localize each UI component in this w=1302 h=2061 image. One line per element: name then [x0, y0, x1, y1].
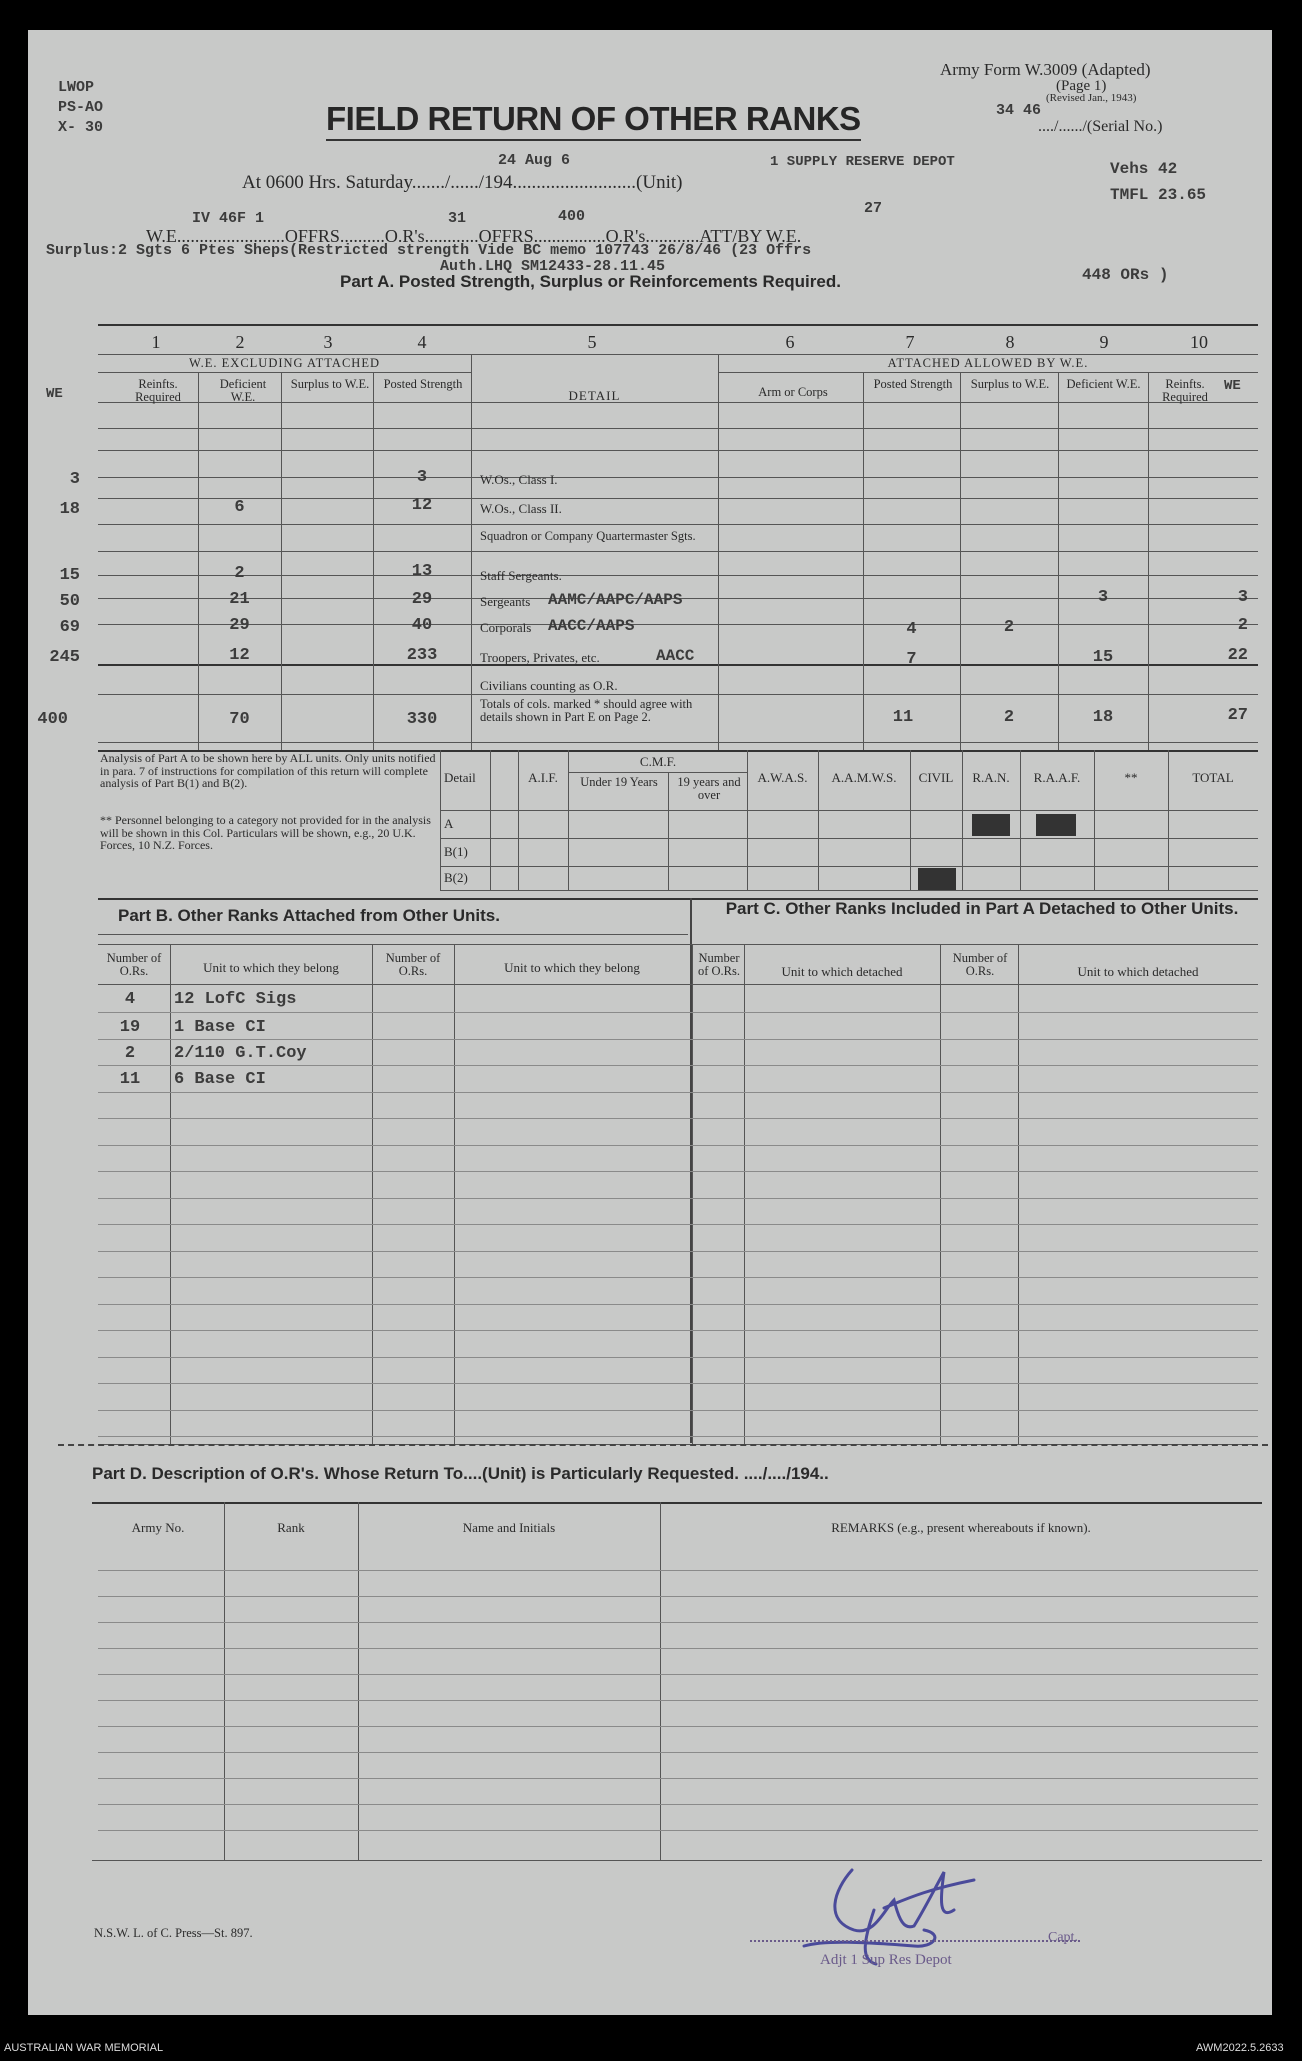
att-deficient-total: 18: [1092, 708, 1114, 727]
detail-row-5: Sergeants: [480, 594, 531, 609]
col-num-8: 8: [1005, 332, 1015, 352]
ruled-line: [98, 1171, 1258, 1172]
ruled-line: [98, 1648, 1258, 1649]
col-num-3: 3: [323, 332, 333, 352]
serial-label: ..../....../(Serial No.): [1038, 118, 1163, 135]
part-b-row-2-number: 19: [119, 1018, 141, 1037]
ruled-line: [98, 1039, 1258, 1040]
ruled-line: [98, 1383, 1258, 1384]
ruled-line: [98, 1357, 1258, 1358]
part-b-row-1-unit: 12 LofC Sigs: [174, 990, 297, 1009]
ruled-line: [98, 1330, 1258, 1331]
att-surplus-total: 2: [1003, 708, 1015, 727]
ruled-line: [98, 1065, 1258, 1066]
att-reinfts-row-5: 3: [1237, 588, 1248, 607]
ruled-line: [98, 1436, 1258, 1437]
part-b-header-unit-2: Unit to which they belong: [504, 960, 640, 975]
ruled-line: [98, 1622, 1258, 1623]
typed-unit: 1 SUPPLY RESERVE DEPOT: [770, 154, 955, 170]
we-row-7: 245: [49, 648, 80, 667]
analysis-row-a: A: [444, 816, 454, 831]
deficient-row-2: 6: [234, 498, 245, 517]
part-b-header-unit-1: Unit to which they belong: [203, 960, 339, 975]
blackout-raaf-a: [1036, 814, 1076, 836]
part-d-title: Part D. Description of O.R's. Whose Return To....(Unit) is Particularly Requested. ..../..../194..: [92, 1464, 829, 1483]
ruled-line: [98, 1092, 1258, 1093]
header-reinfts-required: Reinfts. Required: [135, 377, 181, 404]
part-c-header-unit-1: Unit to which detached: [781, 964, 903, 979]
analysis-civil-header: CIVIL: [918, 770, 954, 785]
detail-row-3: Squadron or Company Quartermaster Sgts.: [480, 529, 696, 543]
detail-row-1: W.Os., Class I.: [480, 472, 558, 487]
form-lower-layer: [28, 30, 1272, 2015]
col-num-9: 9: [1099, 332, 1109, 352]
ruled-line: [98, 1224, 1258, 1225]
part-a-title: Part A. Posted Strength, Surplus or Reinforcements Required.: [340, 272, 841, 291]
posted-row-4: 13: [411, 562, 433, 581]
we-margin-label: WE: [46, 386, 63, 402]
att-posted-row-6: 4: [906, 620, 917, 639]
ruled-line: [98, 1596, 1258, 1597]
blackout-ran-a: [972, 814, 1010, 836]
posted-row-5: 29: [411, 590, 433, 609]
credit-right: AWM2022.5.2633: [1196, 2042, 1284, 2054]
we-excluding-header: W.E. EXCLUDING ATTACHED: [189, 356, 380, 370]
header-att-deficient-we: Deficient W.E.: [1066, 377, 1141, 391]
detail-header: DETAIL: [568, 388, 621, 403]
posted-row-6: 40: [411, 616, 433, 635]
att-posted-row-7: 7: [906, 650, 917, 669]
analysis-row-b2: B(2): [444, 870, 468, 885]
at-hours-line: At 0600 Hrs. Saturday......./....../194..........................(Unit): [242, 172, 683, 193]
col-num-6: 6: [785, 332, 795, 352]
header-arm-corps: Arm or Corps: [758, 385, 828, 399]
col-num-1: 1: [151, 332, 161, 352]
surplus-line: Surplus:2 Sgts 6 Ptes Sheps(Restricted strength Vide BC memo 107743 26/8/46 (23 Offrs: [46, 242, 812, 259]
capt-label: Capt.: [1048, 1930, 1078, 1945]
analysis-note-1: Analysis of Part A to be shown here by ALL units. Only units notified in para. 7 of instructions for compilation of this return will complete analysis of Part B(1) and B(2).: [100, 751, 436, 790]
posted-total: 330: [406, 710, 438, 729]
we-row-1: 3: [69, 470, 80, 489]
part-b-header-number-2: Number of O.Rs.: [385, 951, 441, 978]
detail-row-6: Corporals: [480, 620, 532, 635]
typed-ors-1: 400: [558, 208, 586, 225]
ruled-line: [98, 1700, 1258, 1701]
analysis-aif-header: A.I.F.: [528, 770, 558, 785]
col-num-7: 7: [905, 332, 915, 352]
analysis-over19-header: 19 years and over: [677, 775, 741, 802]
part-d-header-remarks: REMARKS (e.g., present whereabouts if known).: [831, 1520, 1091, 1535]
ruled-line: [98, 1830, 1258, 1831]
we-row-6: 69: [59, 618, 80, 637]
att-posted-total: 11: [892, 708, 914, 727]
part-b-header-number-1: Number of O.Rs.: [106, 951, 162, 978]
header-posted-strength: Posted Strength: [383, 377, 463, 391]
typed-ors-2: 27: [864, 200, 883, 217]
analysis-row-b1: B(1): [444, 844, 468, 859]
ruled-line: [98, 1012, 1258, 1013]
ruled-line: [98, 1674, 1258, 1675]
totals-note: Totals of cols. marked * should agree with details shown in Part E on Page 2.: [480, 697, 693, 724]
ruled-line: [98, 1251, 1258, 1252]
ruled-line: [98, 1304, 1258, 1305]
detail-row-4: Staff Sergeants.: [480, 568, 562, 583]
we-line: W.E........................OFFRS..........O.R's............OFFRS................O.R's............ATT/BY W.E.: [146, 226, 802, 246]
part-b-row-4-unit: 6 Base CI: [174, 1070, 266, 1089]
typed-detail-row-6: AACC/AAPS: [548, 617, 635, 635]
analysis-other-header: **: [1124, 770, 1138, 785]
detail-row-7: Troopers, Privates, etc.: [480, 650, 600, 665]
part-d-header-name: Name and Initials: [462, 1520, 556, 1535]
credit-left: AUSTRALIAN WAR MEMORIAL: [4, 2042, 164, 2054]
att-deficient-row-7: 15: [1092, 648, 1114, 667]
att-deficient-row-5: 3: [1097, 588, 1109, 607]
analysis-detail-header: Detail: [444, 770, 476, 785]
analysis-note-2: ** Personnel belonging to a category not provided for in the analysis will be shown in this Col. Particulars will be shown, e.g., 20 U.K. Forces, 10 N.Z. Forces.: [100, 813, 431, 852]
col-num-2: 2: [235, 332, 245, 352]
att-reinfts-row-6: 2: [1237, 616, 1248, 635]
surplus-total: 448 ORs ): [1082, 266, 1169, 284]
part-c-header-number-1: Number of O.Rs.: [697, 951, 741, 978]
typed-detail-row-7: AACC: [656, 647, 695, 665]
deficient-row-6: 29: [229, 616, 250, 635]
ruled-line: [98, 1118, 1258, 1119]
col-num-5: 5: [587, 332, 597, 352]
deficient-row-5: 21: [229, 590, 250, 609]
part-c-header-unit-2: Unit to which detached: [1077, 964, 1199, 979]
typed-date: 24 Aug 6: [498, 152, 571, 169]
we-total: 400: [37, 710, 68, 729]
att-reinfts-row-7: 22: [1227, 646, 1248, 665]
header-deficient-we: Deficient W.E.: [219, 377, 267, 404]
we-row-5: 50: [59, 592, 80, 611]
analysis-raaf-header: R.A.A.F.: [1033, 770, 1081, 785]
ruled-line: [98, 1410, 1258, 1411]
surplus-authority: Auth.LHQ SM12433-28.11.45: [440, 258, 666, 275]
press-imprint: N.S.W. L. of C. Press—St. 897.: [94, 1926, 253, 1940]
ruled-line: [98, 1778, 1258, 1779]
corner-stamp-line-3: X- 30: [58, 119, 104, 136]
part-d-header-rank: Rank: [277, 1520, 305, 1535]
analysis-awas-header: A.W.A.S.: [757, 770, 808, 785]
tmfl-value: TMFL 23.65: [1110, 186, 1207, 204]
ruled-line: [98, 1726, 1258, 1727]
serial-typed: 34 46: [996, 102, 1042, 119]
att-surplus-row-6: 2: [1003, 618, 1015, 637]
part-b-row-3-unit: 2/110 G.T.Coy: [174, 1044, 307, 1063]
ruled-line: [98, 1145, 1258, 1146]
page-number: (Page 1): [1056, 78, 1107, 94]
analysis-aamws-header: A.A.M.W.S.: [831, 770, 897, 785]
deficient-row-4: 2: [234, 564, 245, 583]
corner-stamp-line-2: PS-AO: [58, 99, 104, 116]
posted-row-7: 233: [406, 646, 438, 665]
we-margin-label-right: WE: [1224, 378, 1241, 394]
part-b-row-2-unit: 1 Base CI: [174, 1018, 266, 1037]
ruled-line: [98, 1277, 1258, 1278]
revised-date: (Revised Jan., 1943): [1046, 92, 1137, 104]
detail-row-8: Civilians counting as O.R.: [480, 678, 618, 693]
vehicles-count: Vehs 42: [1110, 160, 1178, 178]
typed-detail-row-5: AAMC/AAPC/AAPS: [548, 591, 683, 609]
header-surplus-we: Surplus to W.E.: [290, 377, 370, 391]
part-d-header-army-no: Army No.: [131, 1520, 185, 1535]
part-b-row-1-number: 4: [124, 990, 136, 1009]
part-b-title: Part B. Other Ranks Attached from Other Units.: [118, 906, 500, 925]
posted-row-2: 12: [411, 496, 433, 515]
col-num-4: 4: [417, 332, 427, 352]
analysis-total-header: TOTAL: [1192, 770, 1234, 785]
signature-stamp: Adjt 1 Sup Res Depot: [820, 1952, 952, 1968]
blackout-civil-b2: [918, 868, 956, 890]
deficient-total: 70: [229, 710, 250, 729]
header-att-reinfts-required: Reinfts. Required: [1162, 377, 1208, 404]
header-att-posted-strength: Posted Strength: [873, 377, 953, 391]
army-form-number: Army Form W.3009 (Adapted): [940, 60, 1151, 79]
analysis-under19-header: Under 19 Years: [580, 775, 658, 789]
corner-stamp-line-1: LWOP: [58, 79, 95, 96]
attached-allowed-header: ATTACHED ALLOWED BY W.E.: [887, 356, 1089, 370]
posted-row-1: 3: [416, 468, 428, 487]
part-b-row-4-number: 11: [119, 1070, 141, 1089]
ruled-line: [98, 1804, 1258, 1805]
deficient-row-7: 12: [229, 646, 250, 665]
header-att-surplus-we: Surplus to W.E.: [970, 377, 1050, 391]
part-c-header-number-2: Number of O.Rs.: [952, 951, 1008, 978]
we-row-2: 18: [59, 500, 80, 519]
part-b-row-3-number: 2: [124, 1044, 136, 1063]
detail-row-2: W.Os., Class II.: [480, 501, 562, 516]
col-num-10: 10: [1190, 332, 1208, 352]
part-c-title: Part C. Other Ranks Included in Part A Detached to Other Units.: [725, 899, 1239, 918]
ruled-line: [98, 1752, 1258, 1753]
analysis-ran-header: R.A.N.: [972, 770, 1010, 785]
page-title: FIELD RETURN OF OTHER RANKS: [326, 100, 861, 141]
analysis-cmf-header: C.M.F.: [639, 754, 677, 769]
att-reinfts-total: 27: [1227, 706, 1248, 725]
typed-we: IV 46F 1: [192, 210, 265, 227]
typed-offrs-1: 31: [448, 210, 467, 227]
we-row-4: 15: [59, 566, 80, 585]
ruled-line: [98, 1198, 1258, 1199]
ruled-line: [98, 1570, 1258, 1571]
